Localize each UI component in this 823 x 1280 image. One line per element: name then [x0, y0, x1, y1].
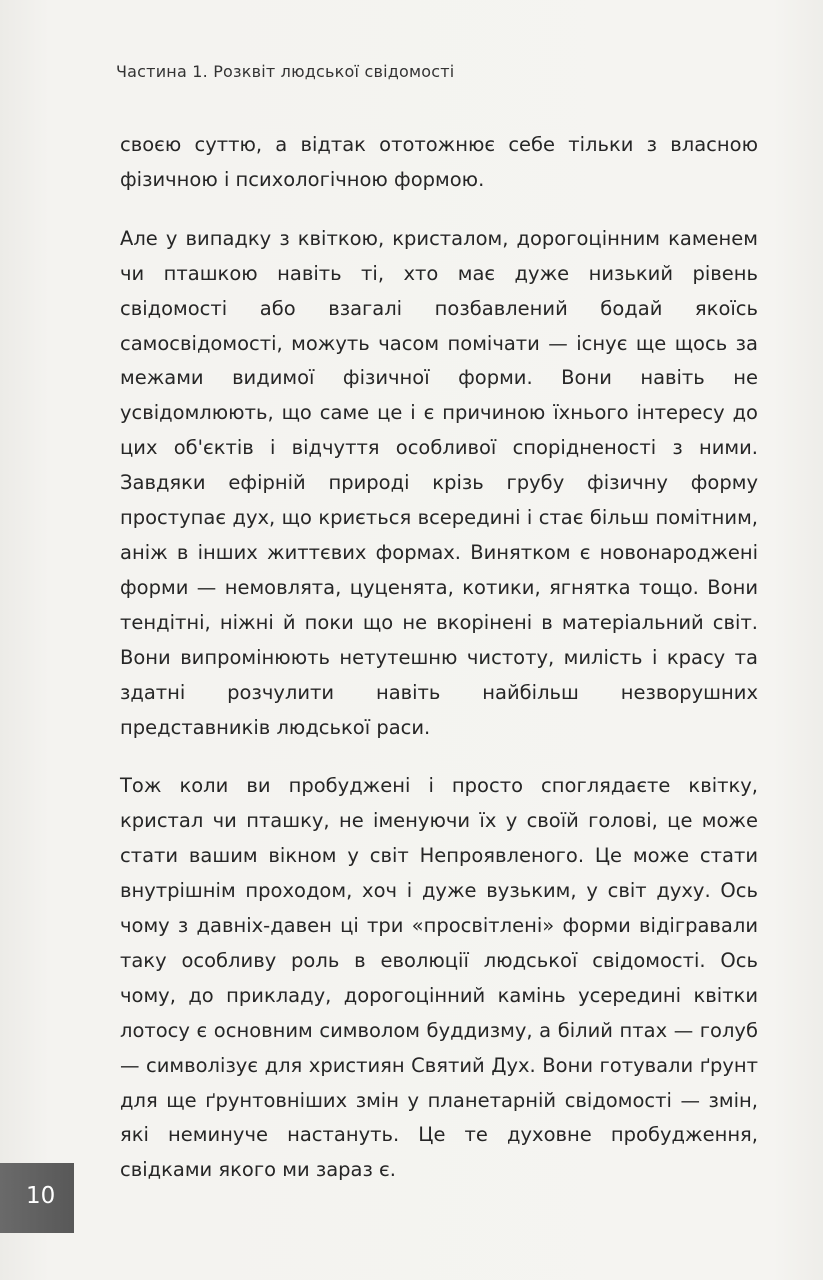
paragraph: Тож коли ви пробуджені і просто споглядаєте квітку, кристал чи пташку, не іменуючи їх у своїй голові, це може стати вашим вікном у світ Непроявленого. Це може стати внутрішнім проходом, хоч і дуже вузьким, у світ духу. Ось чому з давніх-давен ці три «просвітлені» форми відігравали таку особливу роль в еволюції людської свідомості. Ось чому, до прикладу, дорогоцінний камінь усередині квітки лотосу є основним символом буддизму, а білий птах — голуб — символізує для християн Святий Дух. Вони готували ґрунт для ще ґрунтовніших змін у планетарній свідомості — змін, які неминуче настануть. Це те духовне пробудження, свідками якого ми зараз є. [120, 774, 758, 1182]
paragraph: своєю суттю, а відтак ототожнює себе тільки з власною фізичною і психологічною формою. [120, 133, 758, 191]
page-number: 10 [26, 1183, 56, 1209]
running-header: Частина 1. Розквіт людської свідомості [116, 62, 455, 81]
page-number-tab [0, 1163, 74, 1233]
body-text [120, 128, 758, 1212]
paragraph: Але у випадку з квіткою, кристалом, дорогоцінним каменем чи пташкою навіть ті, хто має дуже низький рівень свідомості або взагалі позбавлений бодай якоїсь самосвідомості, можуть часом помічати — існує ще щось за межами видимої фізичної форми. Вони навіть не усвідомлюють, що саме це і є причиною їхнього інтересу до цих об'єктів і відчуття особливої спорідненості з ними. Завдяки ефірній природі крізь грубу фізичну форму проступає дух, що криється всередині і стає більш помітним, аніж в інших життєвих формах. Винятком є новонароджені форми — немовлята, цуценята, котики, ягнятка тощо. Вони тендітні, ніжні й поки що не вкорінені в матеріальний світ. Вони випромінюють нетутешню чистоту, милість і красу та здатні розчулити навіть найбільш незворушних представників людської раси. [120, 226, 758, 739]
